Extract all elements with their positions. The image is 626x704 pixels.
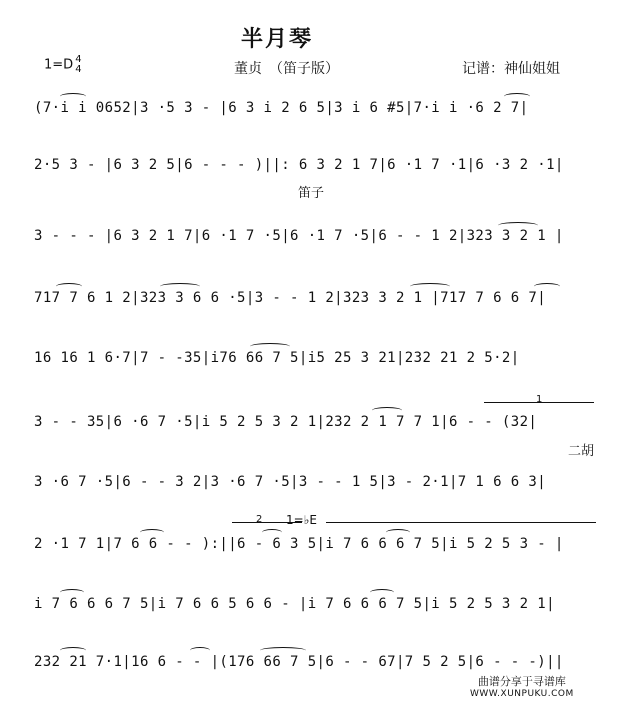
- score-line-1: (7·i i 0652|3 ·5 3 - |6 3 i 2 6 5|3 i 6 #5|7·i i ·6 2 7|: [34, 100, 529, 116]
- score-line-9: i 7 6 6 6 7 5|i 7 6 6 5 6 6 - |i 7 6 6 6 7 5|i 5 2 5 3 2 1|: [34, 596, 555, 612]
- slur-mark: [504, 93, 530, 100]
- slur-mark: [372, 407, 402, 414]
- slur-mark: [370, 589, 394, 596]
- source-watermark-site: WWW.XUNPUKU.COM: [470, 689, 574, 699]
- score-line-7: 3 ·6 7 ·5|6 - - 3 2|3 ·6 7 ·5|3 - - 1 5|3 - 2·1|7 1 6 6 3|: [34, 474, 547, 490]
- score-line-3: 3 - - - |6 3 2 1 7|6 ·1 7 ·5|6 ·1 7 ·5|6 - - 1 2|323 3 2 1 |: [34, 228, 564, 244]
- score-line-8: 2 ·1 7 1|7 6 6 - - ):||6 - 6 3 5|i 7 6 6 6 7 5|i 5 2 5 3 - |: [34, 536, 564, 552]
- slur-mark: [410, 283, 450, 290]
- slur-mark: [60, 647, 86, 654]
- key-signature: [44, 55, 82, 75]
- transcriber-credit: 记谱：神仙姐姐: [462, 61, 560, 77]
- slur-mark: [60, 589, 84, 596]
- slur-mark: [262, 529, 282, 536]
- score-line-4: 717 7 6 1 2|323 3 6 6 ·5|3 - - 1 2|323 3 2 1 |717 7 6 6 7|: [34, 290, 547, 306]
- composer-credit: 董贞 （笛子版）: [234, 61, 339, 77]
- slur-mark: [498, 222, 538, 229]
- source-watermark-cn: 曲谱分享于寻谱库: [477, 675, 566, 688]
- slur-mark: [386, 529, 410, 536]
- slur-mark: [250, 343, 290, 350]
- second-ending-number: 2: [256, 514, 263, 525]
- slur-mark: [140, 529, 164, 536]
- slur-mark: [190, 647, 210, 654]
- time-signature: 4 4: [75, 54, 82, 75]
- score-line-6: 3 - - 35|6 ·6 7 ·5|i 5 2 5 3 2 1|232 2 1 7 7 1|6 - - (32|: [34, 414, 538, 430]
- slur-mark: [534, 283, 560, 290]
- first-ending-number: 1: [536, 394, 543, 405]
- instrument-label-erhu: 二胡: [568, 444, 595, 459]
- modulation-line: [326, 522, 596, 523]
- slur-mark: [160, 283, 200, 290]
- instrument-label-dizi: 笛子: [298, 186, 325, 201]
- key-label: 1=D: [44, 57, 74, 73]
- slur-mark: [60, 93, 86, 100]
- slur-mark: [260, 647, 306, 654]
- source-watermark: [470, 676, 574, 700]
- slur-mark: [56, 283, 82, 290]
- score-line-2: 2·5 3 - |6 3 2 5|6 - - - )||: 6 3 2 1 7|6 ·1 7 ·1|6 ·3 2 ·1|: [34, 157, 564, 173]
- score-title: 半月琴: [241, 27, 314, 52]
- score-line-5: 16 16 1 6·7|7 - -35|i76 66 7 5|i5 25 3 21|232 21 2 5·2|: [34, 350, 520, 366]
- modulation-marker: 1=♭E: [286, 513, 317, 527]
- score-line-10: 232 21 7·1|16 6 - - |(176 66 7 5|6 - - 67|7 5 2 5|6 - - -)||: [34, 654, 564, 670]
